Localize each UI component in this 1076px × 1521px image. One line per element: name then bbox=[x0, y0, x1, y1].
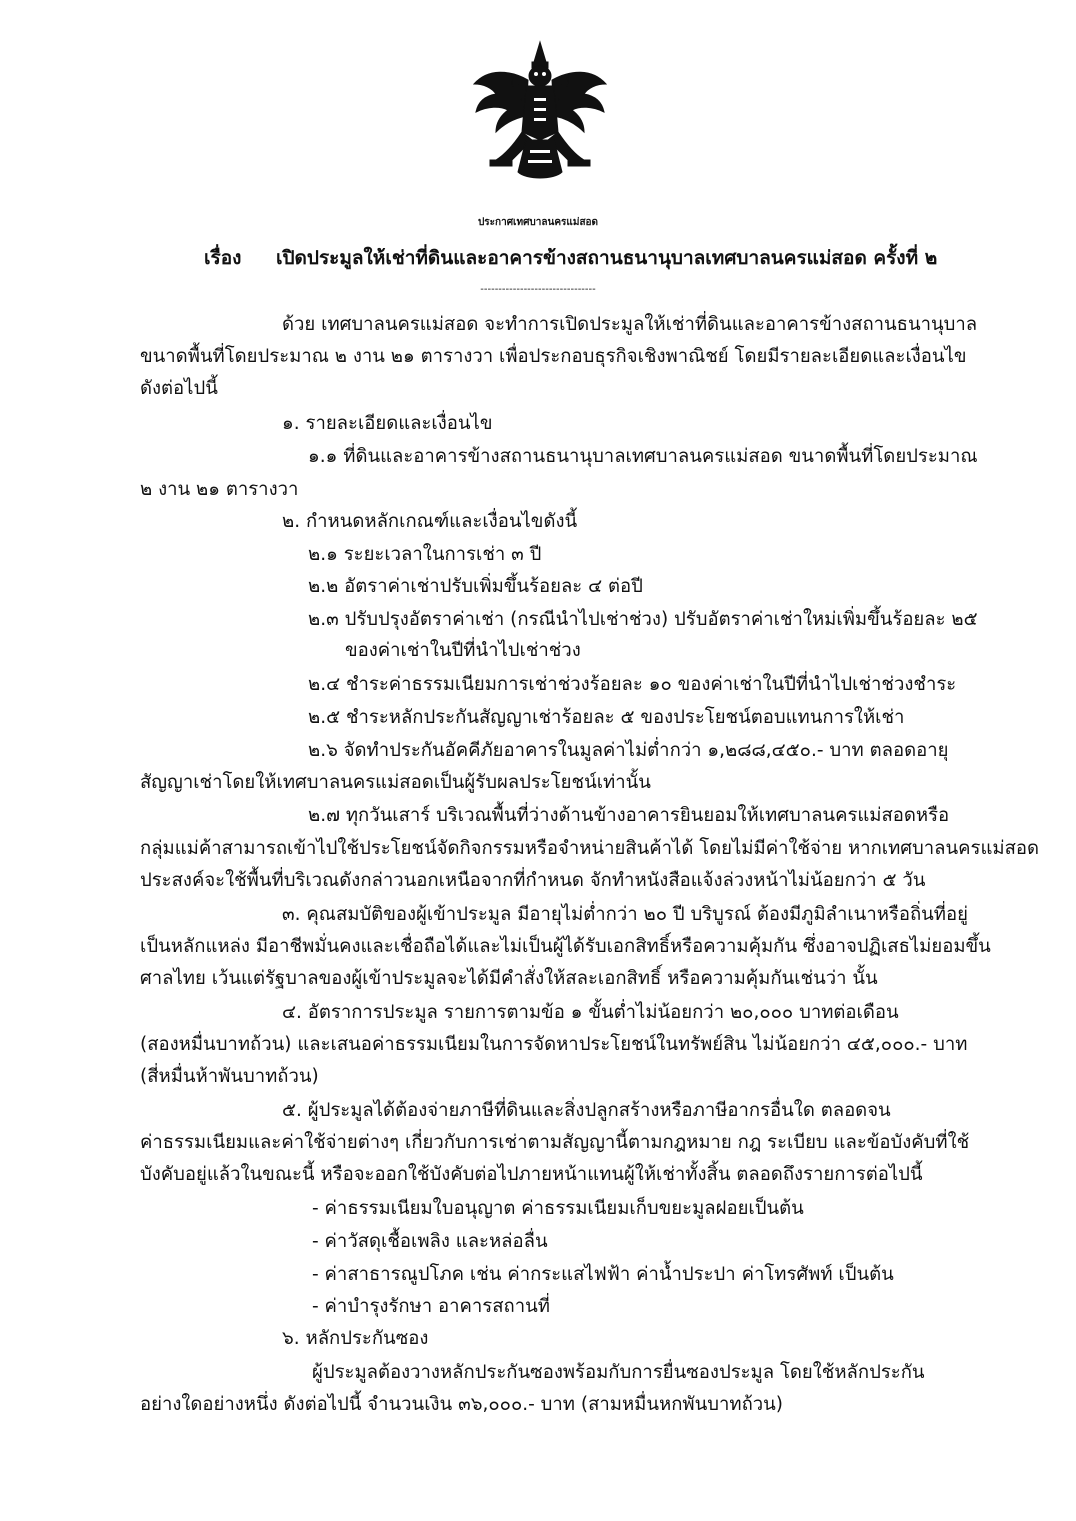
item-2-3-line-2: ของค่าเช่าในปีที่นำไปเช่าช่วง bbox=[345, 640, 581, 661]
section-6-line-1: ผู้ประมูลต้องวางหลักประกันซองพร้อมกับการยื่นซองประมูล โดยใช้หลักประกัน bbox=[312, 1362, 925, 1383]
item-2-6-line-2: สัญญาเช่าโดยให้เทศบาลนครแม่สอดเป็นผู้รับผลประโยชน์เท่านั้น bbox=[140, 772, 651, 793]
bullet-item: - ค่าสาธารณูปโภค เช่น ค่ากระแสไฟฟ้า ค่าน้ำประปา ค่าโทรศัพท์ เป็นต้น bbox=[312, 1264, 894, 1285]
item-1-1-line-1: ๑.๑ ที่ดินและอาคารข้างสถานธนานุบาลเทศบาลนครแม่สอด ขนาดพื้นที่โดยประมาณ bbox=[308, 446, 978, 467]
section-1-heading: ๑. รายละเอียดและเงื่อนไข bbox=[282, 413, 493, 434]
item-2-7-line-3: ประสงค์จะใช้พื้นที่บริเวณดังกล่าวนอกเหนือจากที่กำหนด จักทำหนังสือแจ้งล่วงหน้าไม่น้อยกว่า ๕ วัน bbox=[140, 870, 926, 891]
subject-label: เรื่อง bbox=[204, 247, 242, 269]
item-2-4: ๒.๔ ชำระค่าธรรมเนียมการเช่าช่วงร้อยละ ๑๐ ของค่าเช่าในปีที่นำไปเช่าช่วงชำระ bbox=[308, 674, 957, 695]
section-6-line-2: อย่างใดอย่างหนึ่ง ดังต่อไปนี้ จำนวนเงิน ๓๖,๐๐๐.- บาท (สามหมื่นหกพันบาทถ้วน) bbox=[140, 1394, 784, 1415]
intro-line-2: ขนาดพื้นที่โดยประมาณ ๒ งาน ๒๑ ตารางวา เพื่อประกอบธุรกิจเชิงพาณิชย์ โดยมีรายละเอียดและเงื่อนไข bbox=[140, 346, 967, 367]
section-3-line-2: เป็นหลักแหล่ง มีอาชีพมั่นคงและเชื่อถือได้และไม่เป็นผู้ได้รับเอกสิทธิ์หรือความคุ้มกัน ซึ่งอาจปฏิเสธไม่ยอมขึ้น bbox=[140, 936, 991, 957]
section-4-line-3: (สี่หมื่นห้าพันบาทถ้วน) bbox=[140, 1066, 319, 1087]
section-6-heading: ๖. หลักประกันซอง bbox=[282, 1328, 429, 1349]
section-2-heading: ๒. กำหนดหลักเกณฑ์และเงื่อนไขดังนี้ bbox=[282, 511, 578, 532]
section-4-line-1: ๔. อัตราการประมูล รายการตามข้อ ๑ ขั้นต่ำไม่น้อยกว่า ๒๐,๐๐๐ บาทต่อเดือน bbox=[282, 1002, 899, 1023]
subject-text: เปิดประมูลให้เช่าที่ดินและอาคารข้างสถานธนานุบาลเทศบาลนครแม่สอด ครั้งที่ ๒ bbox=[276, 247, 938, 269]
section-3-line-3: ศาลไทย เว้นแต่รัฐบาลของผู้เข้าประมูลจะได้มีคำสั่งให้สละเอกสิทธิ์ หรือความคุ้มกันเช่นว่า นั้น bbox=[140, 968, 878, 989]
item-2-5: ๒.๕ ชำระหลักประกันสัญญาเช่าร้อยละ ๕ ของประโยชน์ตอบแทนการให้เช่า bbox=[308, 707, 905, 728]
separator-line: -------------------------------- bbox=[480, 284, 596, 295]
intro-line-3: ดังต่อไปนี้ bbox=[140, 378, 218, 399]
section-5-line-2: ค่าธรรมเนียมและค่าใช้จ่ายต่างๆ เกี่ยวกับการเช่าตามสัญญานี้ตามกฎหมาย กฎ ระเบียบ และข้อบังคับที่ใช้ bbox=[140, 1132, 970, 1153]
item-2-7-line-1: ๒.๗ ทุกวันเสาร์ บริเวณพื้นที่ว่างด้านข้างอาคารยินยอมให้เทศบาลนครแม่สอดหรือ bbox=[308, 805, 950, 826]
item-2-6-line-1: ๒.๖ จัดทำประกันอัคคีภัยอาคารในมูลค่าไม่ต่ำกว่า ๑,๒๘๘,๔๕๐.- บาท ตลอดอายุ bbox=[308, 740, 949, 761]
intro-line-1: ด้วย เทศบาลนครแม่สอด จะทำการเปิดประมูลให้เช่าที่ดินและอาคารข้างสถานธนานุบาล bbox=[282, 314, 978, 335]
garuda-emblem-icon bbox=[470, 40, 610, 190]
item-2-3-line-1: ๒.๓ ปรับปรุงอัตราค่าเช่า (กรณีนำไปเช่าช่วง) ปรับอัตราค่าเช่าใหม่เพิ่มขึ้นร้อยละ ๒๕ bbox=[308, 609, 978, 630]
bullet-item: - ค่าธรรมเนียมใบอนุญาต ค่าธรรมเนียมเก็บขยะมูลฝอยเป็นต้น bbox=[312, 1198, 804, 1219]
item-1-1-line-2: ๒ งาน ๒๑ ตารางวา bbox=[140, 479, 299, 500]
section-3-line-1: ๓. คุณสมบัติของผู้เข้าประมูล มีอายุไม่ต่ำกว่า ๒๐ ปี บริบูรณ์ ต้องมีภูมิลำเนาหรือถิ่นที่อยู่ bbox=[282, 904, 968, 925]
item-2-2: ๒.๒ อัตราค่าเช่าปรับเพิ่มขึ้นร้อยละ ๔ ต่อปี bbox=[308, 576, 643, 597]
item-2-7-line-2: กลุ่มแม่ค้าสามารถเข้าไปใช้ประโยชน์จัดกิจกรรมหรือจำหน่ายสินค้าได้ โดยไม่มีค่าใช้จ่าย หากเทศบาลนครแม่สอด bbox=[140, 838, 1040, 859]
bullet-item: - ค่าบำรุงรักษา อาคารสถานที่ bbox=[312, 1296, 550, 1317]
section-5-line-3: บังคับอยู่แล้วในขณะนี้ หรือจะออกใช้บังคับต่อไปภายหน้าแทนผู้ให้เช่าทั้งสิ้น ตลอดถึงรายการต่อไปนี้ bbox=[140, 1164, 923, 1185]
section-5-line-1: ๕. ผู้ประมูลได้ต้องจ่ายภาษีที่ดินและสิ่งปลูกสร้างหรือภาษีอากรอื่นใด ตลอดจน bbox=[282, 1100, 891, 1121]
page-title: ประกาศเทศบาลนครแม่สอด bbox=[477, 217, 599, 228]
section-4-line-2: (สองหมื่นบาทถ้วน) และเสนอค่าธรรมเนียมในการจัดหาประโยชน์ในทรัพย์สิน ไม่น้อยกว่า ๔๕,๐๐๐.- บาท bbox=[140, 1034, 968, 1055]
bullet-item: - ค่าวัสดุเชื้อเพลิง และหล่อลื่น bbox=[312, 1231, 548, 1252]
item-2-1: ๒.๑ ระยะเวลาในการเช่า ๓ ปี bbox=[308, 544, 542, 565]
